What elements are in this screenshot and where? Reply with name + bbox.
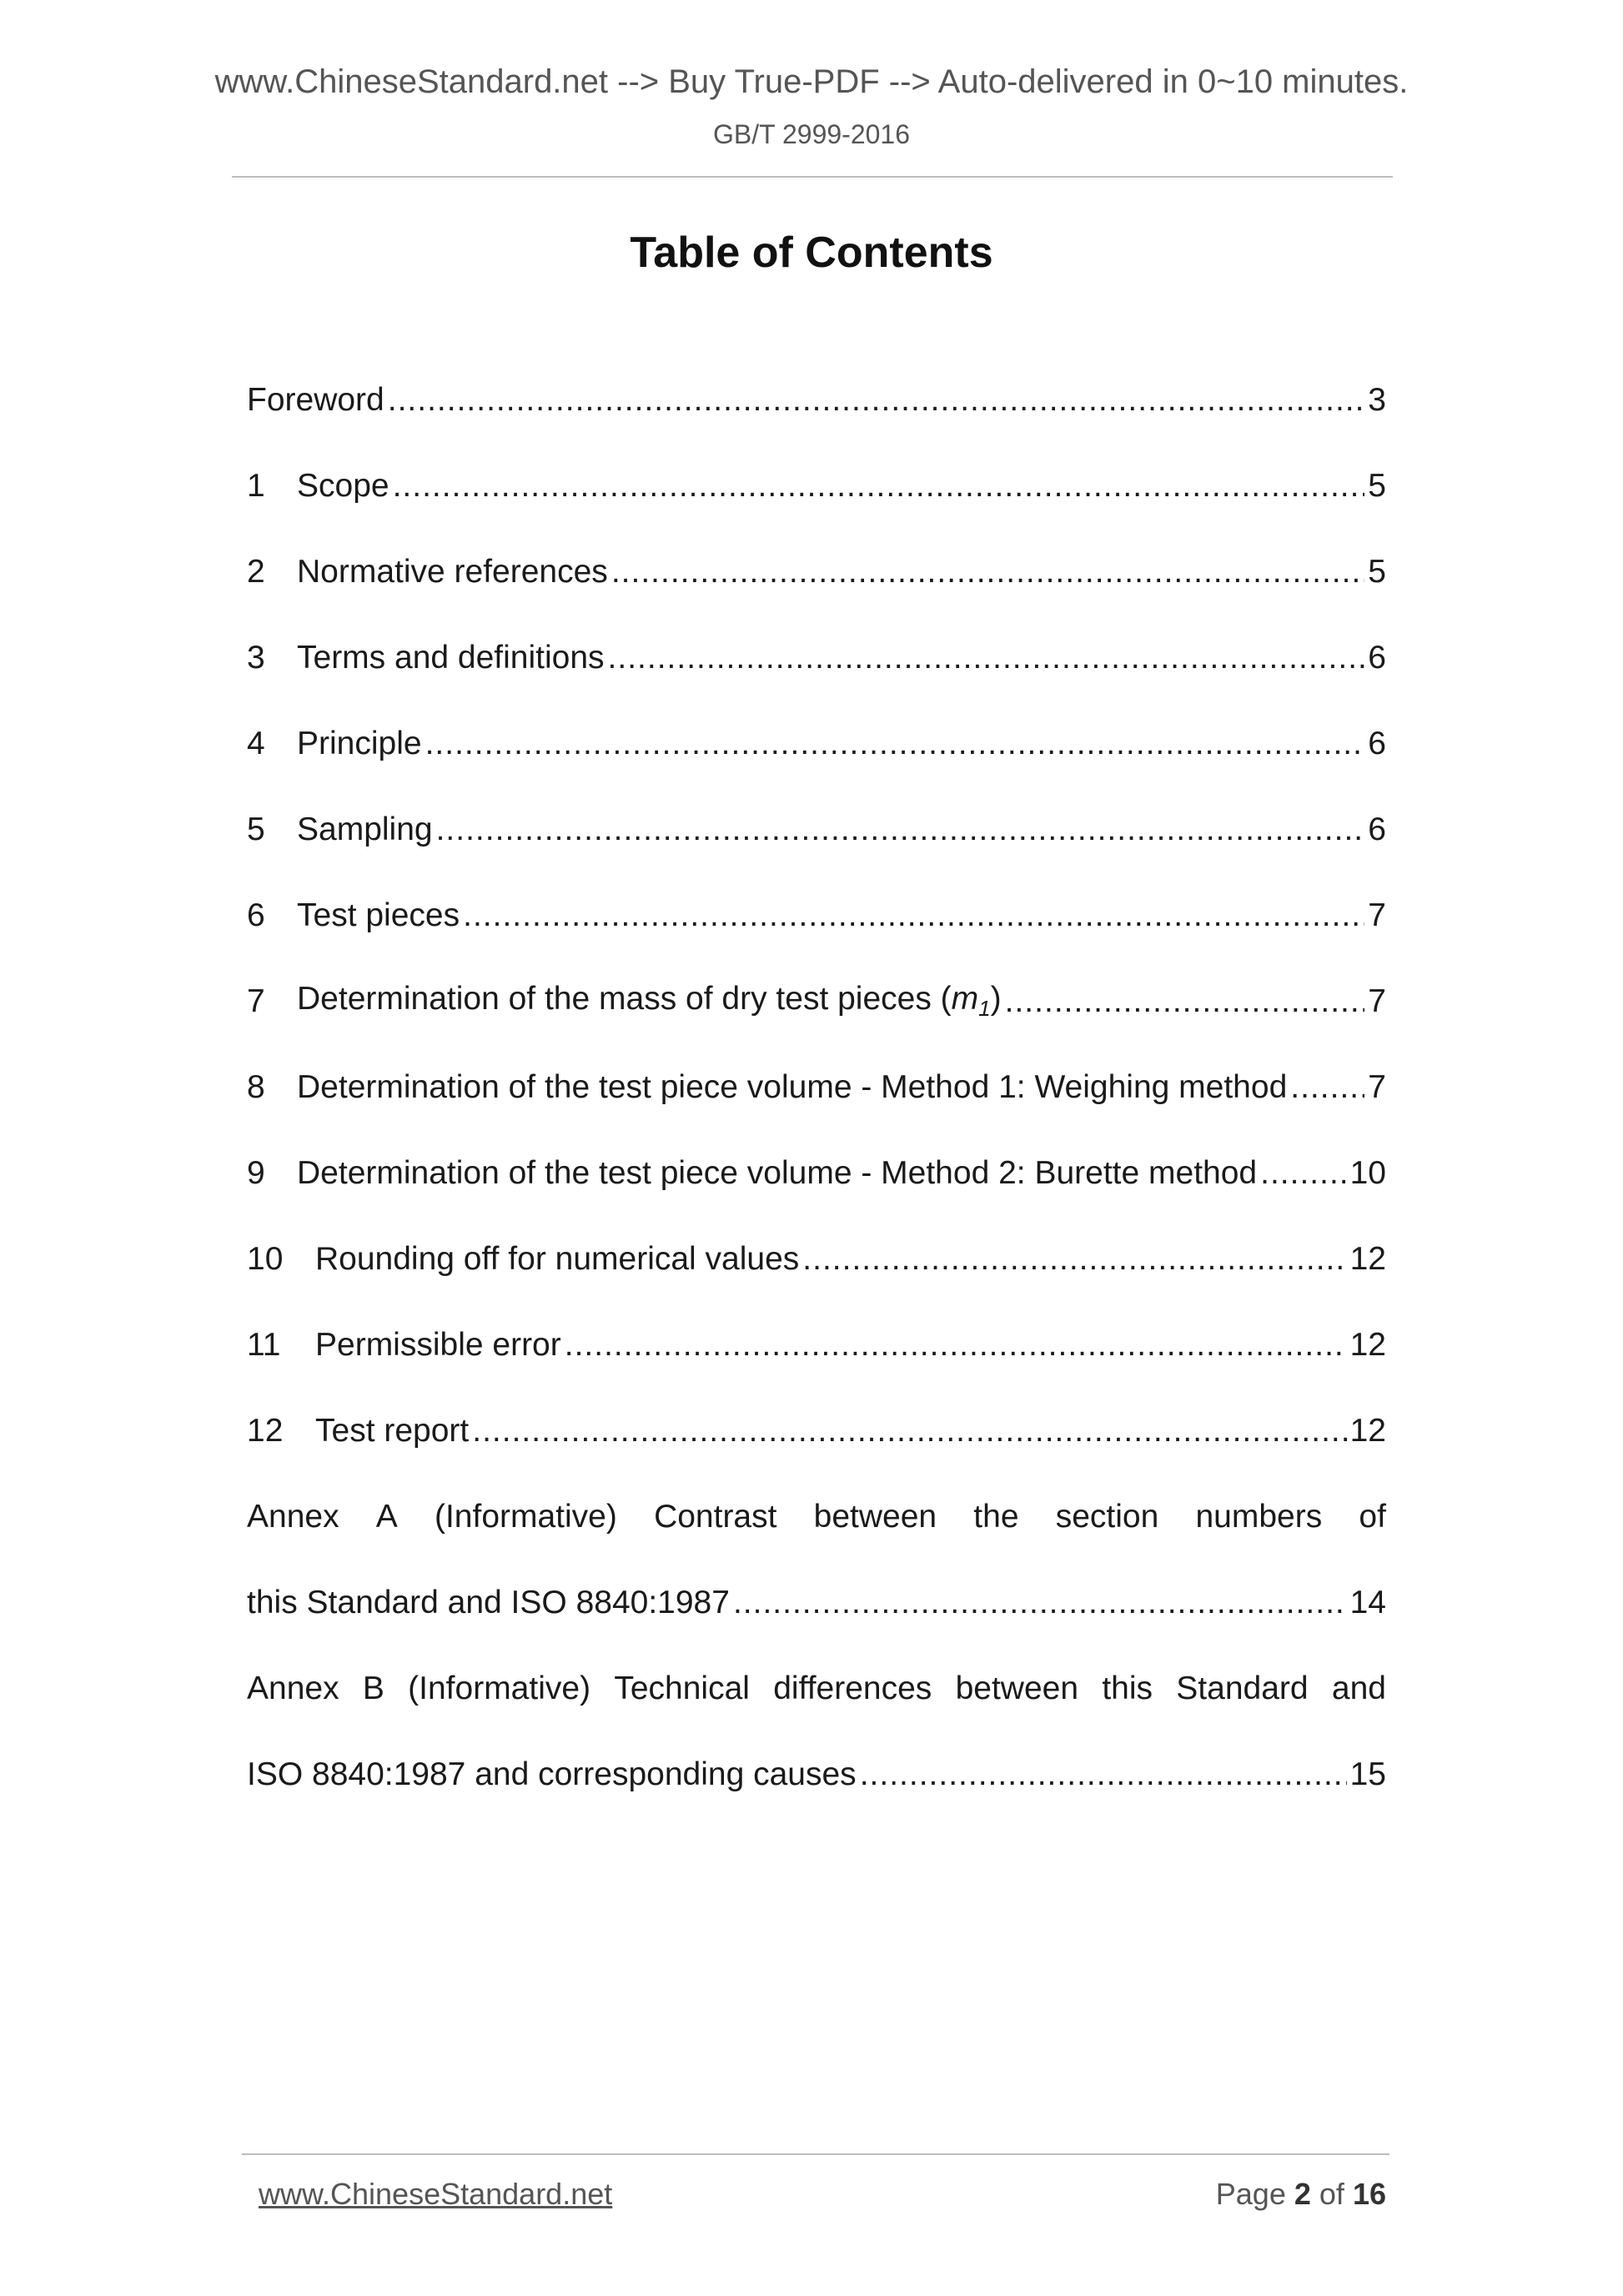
math-subscript: 1 bbox=[978, 996, 991, 1021]
toc-item-title: Determination of the test piece volume - Method 2: Burette method bbox=[297, 1154, 1258, 1191]
toc-item-terms-and-definitions[interactable] bbox=[247, 615, 1386, 701]
annex-word: and bbox=[1331, 1670, 1386, 1706]
toc-item-page: 12 bbox=[1349, 1412, 1386, 1449]
annex-b-words bbox=[247, 1671, 1386, 1707]
dot-leader bbox=[463, 897, 1364, 934]
toc-item-burette-method[interactable] bbox=[247, 1130, 1386, 1216]
toc-item-page: 6 bbox=[1368, 639, 1386, 676]
annex-word: between bbox=[955, 1670, 1079, 1706]
annex-word: Annex bbox=[247, 1670, 339, 1706]
dot-leader bbox=[733, 1585, 1347, 1621]
toc-item-weighing-method[interactable] bbox=[247, 1044, 1386, 1130]
toc-item-title: ISO 8840:1987 and corresponding causes bbox=[247, 1756, 857, 1792]
toc-item-number: 9 bbox=[247, 1154, 265, 1191]
toc-item-annex-a-line1[interactable] bbox=[247, 1474, 1386, 1560]
toc-item-permissible-error[interactable] bbox=[247, 1302, 1386, 1388]
toc-item-dry-mass[interactable] bbox=[247, 958, 1386, 1044]
toc-item-scope[interactable] bbox=[247, 443, 1386, 529]
header-divider bbox=[232, 176, 1393, 178]
current-page: 2 bbox=[1294, 2177, 1311, 2211]
annex-word: B bbox=[362, 1670, 384, 1706]
toc-item-page: 7 bbox=[1368, 982, 1386, 1019]
annex-word: (Informative) bbox=[434, 1498, 617, 1535]
toc-item-number: 4 bbox=[247, 725, 265, 761]
toc-item-test-pieces[interactable] bbox=[247, 872, 1386, 958]
toc-item-normative-references[interactable] bbox=[247, 529, 1386, 615]
toc-item-number: 5 bbox=[247, 811, 265, 847]
dot-leader bbox=[608, 640, 1365, 676]
toc-item-page: 3 bbox=[1368, 381, 1386, 418]
dot-leader bbox=[1290, 1069, 1364, 1106]
page-of: of bbox=[1319, 2177, 1344, 2211]
annex-word: numbers bbox=[1195, 1498, 1323, 1535]
page-title: Table of Contents bbox=[630, 229, 993, 277]
toc-item-title: Scope bbox=[297, 467, 389, 504]
footer-divider bbox=[242, 2153, 1389, 2155]
page-prefix: Page bbox=[1215, 2177, 1286, 2211]
toc-item-page: 12 bbox=[1349, 1326, 1386, 1363]
table-of-contents bbox=[247, 357, 1386, 1817]
annex-word: Contrast bbox=[654, 1498, 777, 1535]
toc-item-title: Determination of the test piece volume - Method 1: Weighing method bbox=[297, 1068, 1288, 1105]
dot-leader bbox=[472, 1413, 1346, 1449]
toc-item-number: 8 bbox=[247, 1068, 265, 1105]
toc-item-title: Test report bbox=[315, 1412, 470, 1449]
page-indicator bbox=[1216, 2177, 1386, 2212]
annex-word: Technical bbox=[614, 1670, 750, 1706]
annex-word: Standard bbox=[1176, 1670, 1309, 1706]
dot-leader bbox=[1260, 1155, 1347, 1192]
dot-leader bbox=[565, 1327, 1347, 1364]
toc-item-page: 7 bbox=[1368, 1068, 1386, 1105]
math-variable: m bbox=[951, 981, 979, 1017]
toc-item-title: this Standard and ISO 8840:1987 bbox=[247, 1584, 730, 1620]
toc-item-page: 6 bbox=[1368, 725, 1386, 761]
dot-leader bbox=[436, 811, 1365, 848]
toc-item-rounding-off[interactable] bbox=[247, 1216, 1386, 1302]
toc-item-number: 10 bbox=[247, 1240, 284, 1277]
dot-leader bbox=[1005, 983, 1365, 1020]
dot-leader bbox=[611, 554, 1364, 590]
annex-word: (Informative) bbox=[408, 1670, 591, 1706]
toc-item-foreword[interactable] bbox=[247, 357, 1386, 443]
toc-item-title: Principle bbox=[297, 725, 422, 761]
toc-item-title bbox=[297, 981, 1002, 1022]
total-pages: 16 bbox=[1352, 2177, 1386, 2211]
annex-word: of bbox=[1359, 1498, 1386, 1535]
toc-item-title: Test pieces bbox=[297, 897, 460, 933]
toc-item-number: 12 bbox=[247, 1412, 284, 1449]
toc-item-title: Sampling bbox=[297, 811, 433, 847]
dot-leader bbox=[802, 1241, 1346, 1278]
annex-a-words bbox=[247, 1499, 1386, 1535]
dot-leader bbox=[388, 382, 1365, 419]
toc-item-page: 10 bbox=[1349, 1154, 1386, 1191]
annex-word: this bbox=[1102, 1670, 1153, 1706]
annex-word: Annex bbox=[247, 1498, 339, 1535]
footer-site-link[interactable]: www.ChineseStandard.net bbox=[259, 2177, 613, 2211]
toc-item-sampling[interactable] bbox=[247, 786, 1386, 872]
toc-item-annex-b-line1[interactable] bbox=[247, 1645, 1386, 1731]
dot-leader bbox=[393, 468, 1365, 505]
dot-leader bbox=[425, 726, 1365, 762]
toc-item-annex-b-line2[interactable] bbox=[247, 1731, 1386, 1817]
annex-word: differences bbox=[773, 1670, 932, 1706]
toc-item-title: Foreword bbox=[247, 381, 384, 418]
toc-item-annex-a-line2[interactable] bbox=[247, 1560, 1386, 1645]
toc-item-page: 14 bbox=[1349, 1584, 1386, 1620]
toc-item-title-end: ) bbox=[990, 981, 1002, 1017]
document-code: GB/T 2999-2016 bbox=[712, 119, 910, 149]
dot-leader bbox=[860, 1756, 1347, 1793]
toc-item-title: Permissible error bbox=[315, 1326, 561, 1363]
annex-word: the bbox=[973, 1498, 1019, 1535]
toc-item-principle[interactable] bbox=[247, 701, 1386, 786]
toc-item-number: 11 bbox=[247, 1326, 281, 1363]
toc-item-title: Terms and definitions bbox=[297, 639, 605, 676]
toc-item-page: 7 bbox=[1368, 897, 1386, 933]
toc-item-title-text: Determination of the mass of dry test pieces ( bbox=[297, 981, 952, 1017]
toc-item-title: Rounding off for numerical values bbox=[315, 1240, 800, 1277]
toc-item-number: 6 bbox=[247, 897, 265, 933]
annex-word: section bbox=[1055, 1498, 1159, 1535]
toc-item-number: 3 bbox=[247, 639, 265, 676]
toc-item-number: 2 bbox=[247, 553, 265, 590]
toc-item-page: 5 bbox=[1368, 467, 1386, 504]
toc-item-page: 15 bbox=[1349, 1756, 1386, 1792]
toc-item-page: 5 bbox=[1368, 553, 1386, 590]
toc-item-page: 6 bbox=[1368, 811, 1386, 847]
header-banner: www.ChineseStandard.net --> Buy True-PDF --> Auto-delivered in 0~10 minutes. bbox=[214, 63, 1409, 100]
toc-item-number: 1 bbox=[247, 467, 265, 504]
toc-item-number: 7 bbox=[247, 982, 265, 1019]
toc-item-title: Normative references bbox=[297, 553, 608, 590]
annex-word: between bbox=[813, 1498, 937, 1535]
toc-item-page: 12 bbox=[1349, 1240, 1386, 1277]
annex-word: A bbox=[375, 1498, 398, 1535]
toc-item-test-report[interactable] bbox=[247, 1388, 1386, 1474]
